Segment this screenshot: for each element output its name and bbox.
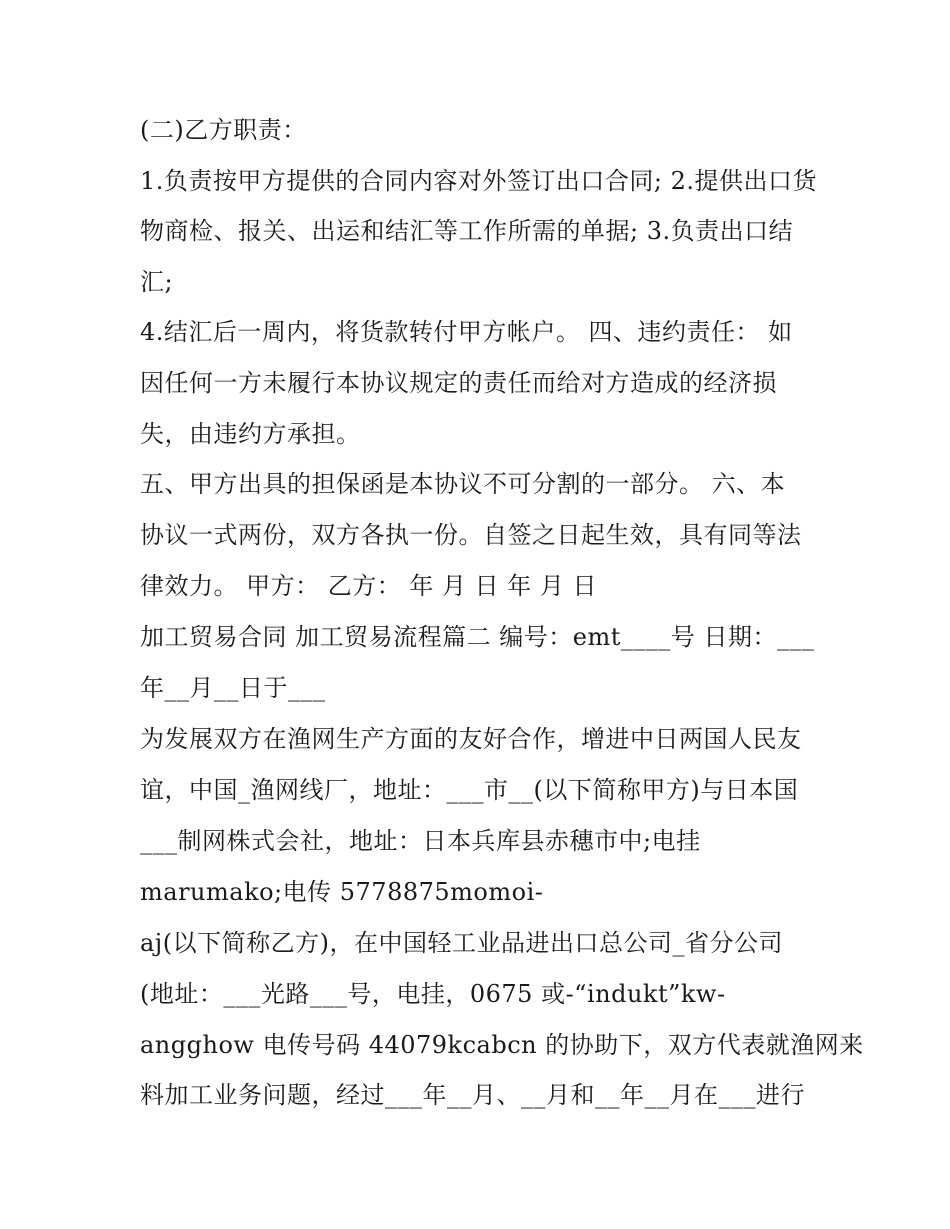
text-line: 料加工业务问题，经过___年__月、__月和__年__月在___进行 bbox=[140, 1081, 805, 1109]
text-line: 为发展双方在渔网生产方面的友好合作，增进中日两国人民友 bbox=[140, 725, 802, 753]
text-line: angghow 电传号码 44079kcabcn 的协助下，双方代表就渔网来 bbox=[140, 1031, 864, 1059]
text-line: (二)乙方职责： bbox=[140, 116, 307, 144]
text-line: 4.结汇后一周内，将货款转付甲方帐户。 四、违约责任： 如 bbox=[140, 318, 793, 346]
text-line: 加工贸易合同 加工贸易流程篇二 编号：emt____号 日期：___ bbox=[140, 623, 815, 651]
text-line: 谊，中国_渔网线厂，地址：___市__(以下简称甲方)与日本国 bbox=[140, 776, 799, 804]
text-line: 1.负责按甲方提供的合同内容对外签订出口合同; 2.提供出口货 bbox=[140, 167, 818, 195]
text-line: 因任何一方未履行本协议规定的责任而给对方造成的经济损 bbox=[140, 369, 777, 397]
text-line: aj(以下简称乙方)，在中国轻工业品进出口总公司_省分公司 bbox=[140, 929, 783, 957]
text-line: ___制网株式会社，地址：日本兵库县赤穗市中;电挂 bbox=[140, 827, 701, 855]
text-line: 五、甲方出具的担保函是本协议不可分割的一部分。 六、本 bbox=[140, 470, 786, 498]
text-line: (地址：___光路___号，电挂，0675 或-“indukt”kw- bbox=[140, 980, 726, 1008]
text-line: marumako;电传 5778875momoi- bbox=[140, 878, 544, 906]
text-line: 协议一式两份，双方各执一份。自签之日起生效，具有同等法 bbox=[140, 521, 802, 549]
text-line: 汇; bbox=[140, 268, 174, 296]
text-line: 律效力。 甲方： 乙方： 年 月 日 年 月 日 bbox=[140, 572, 598, 600]
text-line: 年__月__日于___ bbox=[140, 674, 326, 702]
text-line: 物商检、报关、出运和结汇等工作所需的单据; 3.负责出口结 bbox=[140, 217, 794, 245]
text-line: 失，由违约方承担。 bbox=[140, 420, 361, 448]
